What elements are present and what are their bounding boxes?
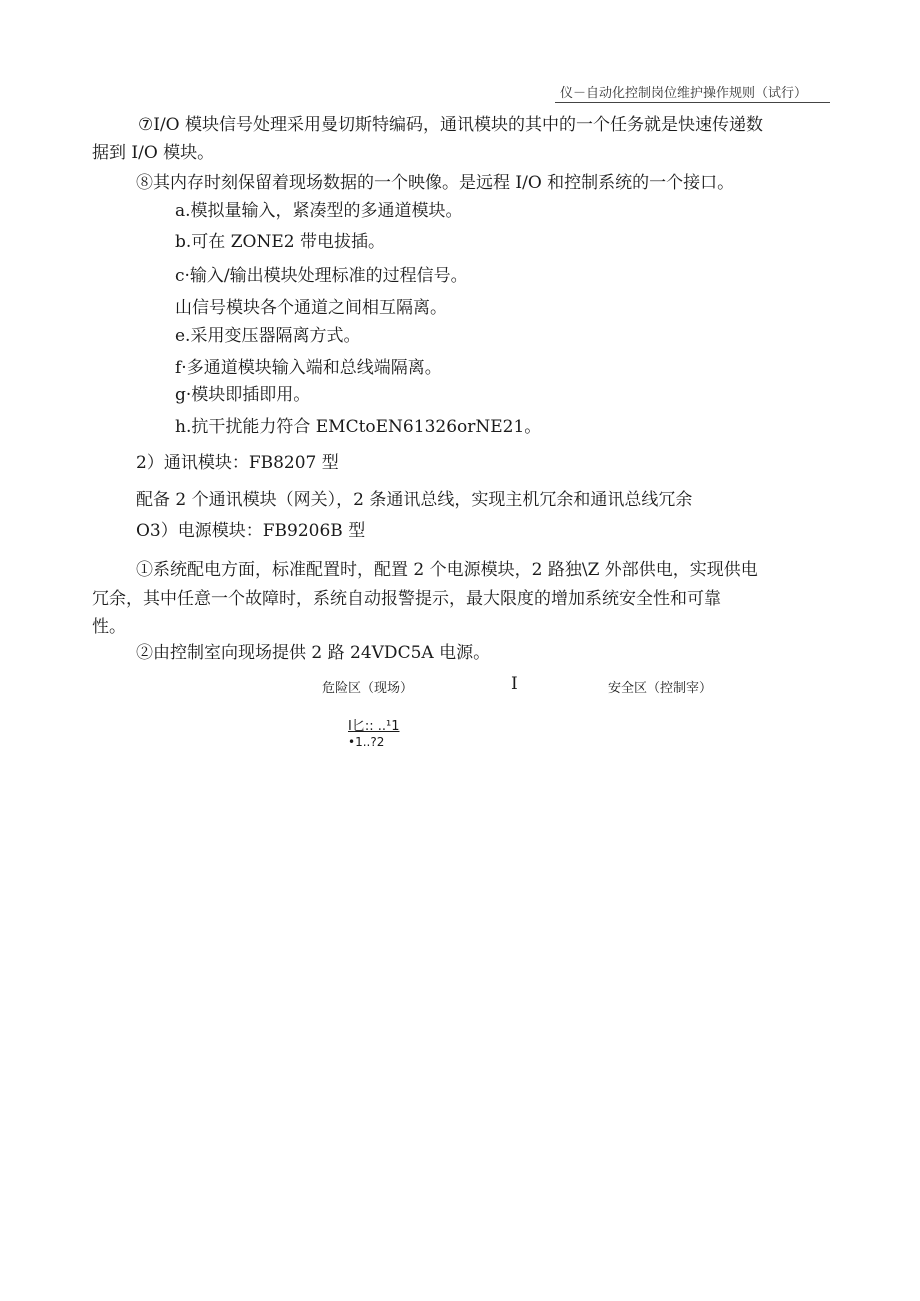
- section-3-para-1-line-1: ①系统配电方面，标准配置时，配置 2 个电源模块，2 路独\Z 外部供电，实现供电: [136, 560, 758, 580]
- list-item-g: g·模块即插即用。: [175, 385, 311, 405]
- page-header-title: 仪－自动化控制岗位维护操作规则（试行）: [560, 86, 808, 101]
- section-2-text: 配备 2 个通讯模块（网关），2 条通讯总线，实现主机冗余和通讯总线冗余: [136, 490, 693, 510]
- header-divider: [555, 102, 830, 103]
- list-item-h: h.抗干扰能力符合 EMCtoEN61326orNE21。: [175, 417, 542, 437]
- section-2-title: 2）通讯模块：FB8207 型: [136, 453, 339, 473]
- section-3-para-2: ②由控制室向现场提供 2 路 24VDC5A 电源。: [136, 643, 491, 663]
- list-item-d: 山信号模块各个通道之间相互隔离。: [175, 298, 447, 318]
- paragraph-8: ⑧其内存时刻保留着现场数据的一个映像。是远程 I/O 和控制系统的一个接口。: [136, 173, 735, 193]
- safe-zone-label: 安全区（控制宰）: [608, 681, 713, 696]
- list-item-b: b.可在 ZONE2 带电拔插。: [175, 232, 385, 252]
- section-3-para-1-line-2: 冗余，其中任意一个故障时，系统自动报警提示，最大限度的增加系统安全性和可靠: [92, 589, 721, 609]
- paragraph-7-line-1: ⑦I/O 模块信号处理采用曼切斯特编码，通讯模块的其中的一个任务就是快速传递数: [138, 115, 764, 135]
- zone-divider-mark: I: [511, 674, 518, 694]
- section-3-para-1-line-3: 性。: [92, 617, 126, 637]
- diagram-fragment-1: I匕:: ..¹1: [348, 719, 400, 734]
- hazard-zone-label: 危险区（现场）: [322, 681, 414, 696]
- list-item-e: e.采用变压器隔离方式。: [175, 326, 361, 346]
- list-item-c: c·输入/输出模块处理标准的过程信号。: [175, 266, 468, 286]
- diagram-fragment-2: •1..?2: [348, 735, 385, 749]
- paragraph-7-line-2: 据到 I/O 模块。: [92, 143, 215, 163]
- list-item-a: a.模拟量输入，紧凑型的多通道模块。: [175, 201, 463, 221]
- section-3-title: O3）电源模块：FB9206B 型: [136, 521, 366, 541]
- list-item-f: f·多通道模块输入端和总线端隔离。: [175, 358, 442, 378]
